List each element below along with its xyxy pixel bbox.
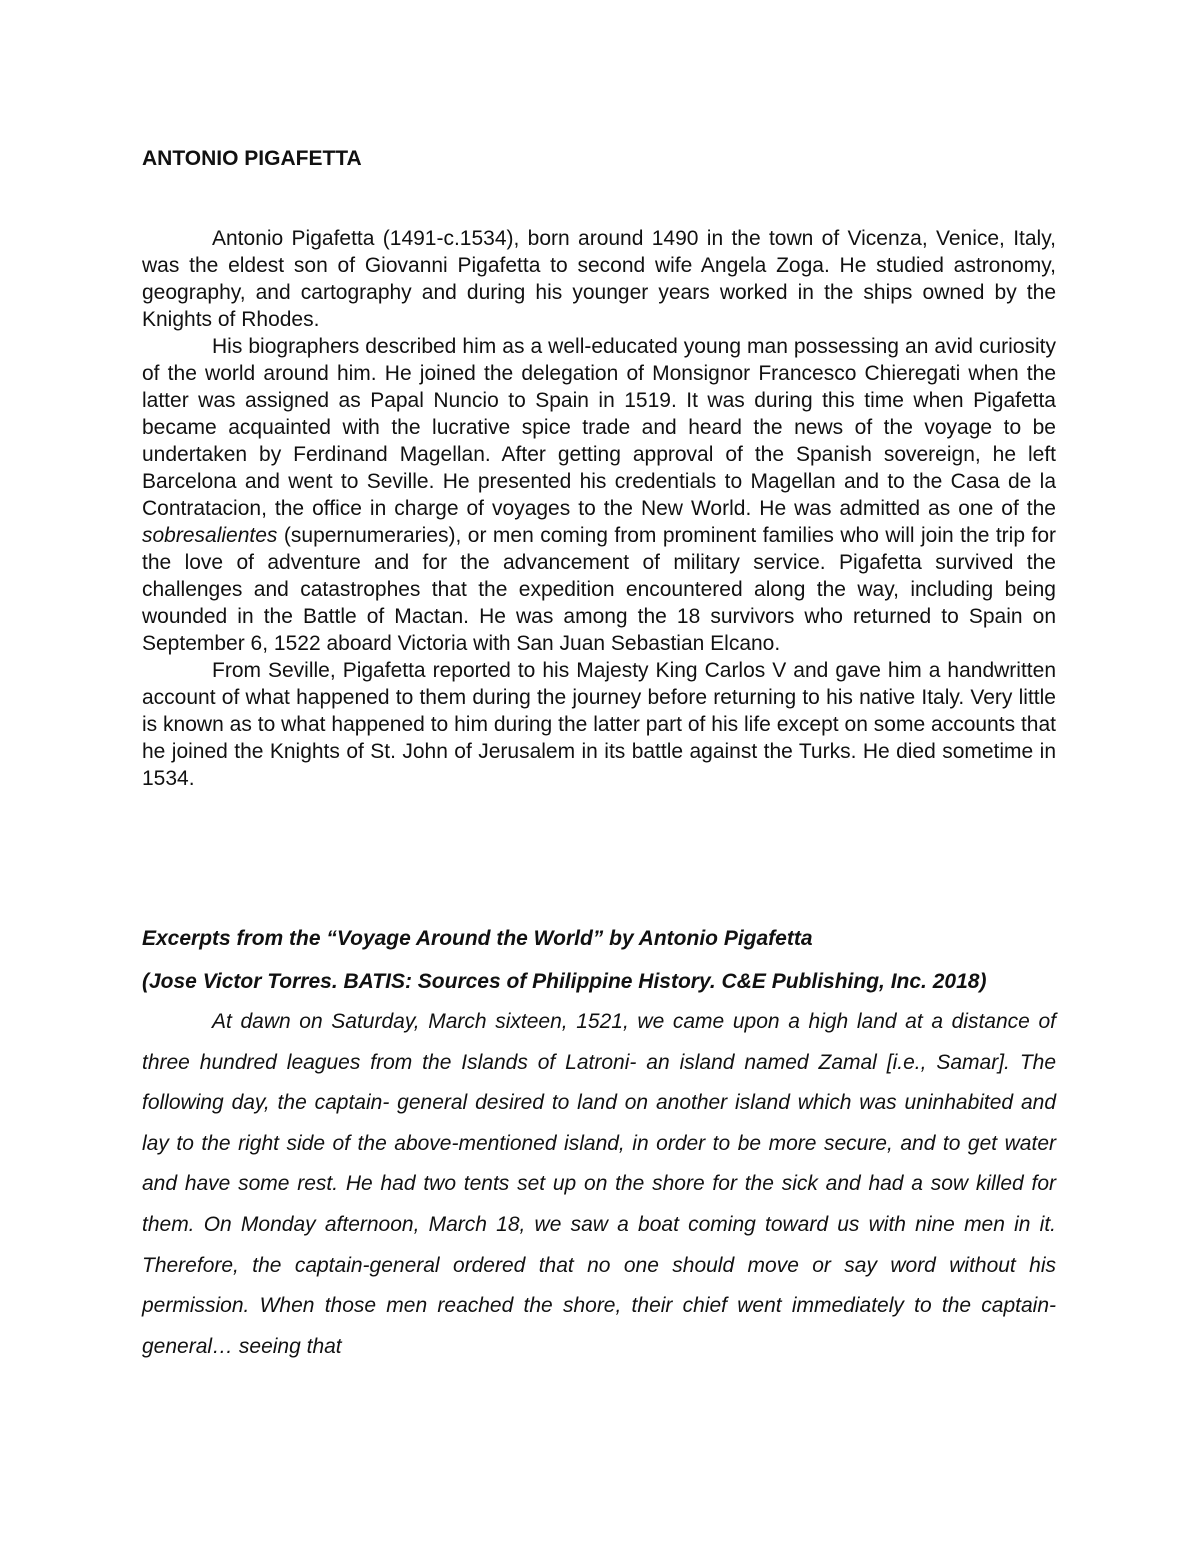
document-content [142, 146, 1056, 1358]
bio-paragraph-1-text: Antonio Pigafetta (1491-c.1534), born around 1490 in the town of Vicenza, Venice, Italy, was the eldest son of Giovanni Pigafetta to second wife Angela Zoga. He studied astronomy, geography, and cartography and during his younger years worked in the ships owned by the Knights of Rhodes. [142, 227, 1056, 331]
excerpt-title: Excerpts from the “Voyage Around the World” by Antonio Pigafetta [142, 927, 813, 950]
excerpt-source-citation: (Jose Victor Torres. BATIS: Sources of Philippine History. C&E Publishing, Inc. 2018) [142, 970, 987, 993]
bio-paragraph-2-italic-term: sobresalientes [142, 524, 278, 547]
biography-section [142, 225, 1056, 792]
excerpt-section [142, 926, 1056, 1367]
excerpt-body-paragraph: At dawn on Saturday, March sixteen, 1521, we came upon a high land at a distance of three hundred leagues from the Islands of Latroni- an island named Zamal [i.e., Samar]. The following day, the captain- general desired to land on another island which was uninhabited and lay to the right side of the above-mentioned island, in order to be more secure, and to get water and have some rest. He had two tents set up on the shore for the sick and had a sow killed for them. On Monday afternoon, March 18, we saw a boat coming toward us with nine men in it. Therefore, the captain-general ordered that no one should move or say word without his permission. When those men reached the shore, their chief went immediately to the captain-general… seeing that [142, 1010, 1056, 1358]
document-title: ANTONIO PIGAFETTA [142, 147, 362, 170]
bio-paragraph-3-text: From Seville, Pigafetta reported to his Majesty King Carlos V and gave him a handwritten account of what happened to them during the journey before returning to his native Italy. Very little is known as to what happened to him during the latter part of his life except on some accounts that he joined the Knights of St. John of Jerusalem in its battle against the Turks. He died sometime in 1534. [142, 659, 1056, 790]
bio-paragraph-3 [142, 657, 1056, 792]
bio-paragraph-1 [142, 225, 1056, 333]
bio-paragraph-2-text-b: (supernumeraries), or men coming from prominent families who will join the trip for the love of adventure and for the advancement of military service. Pigafetta survived the challenges and catastrophes that the expedition encountered along the way, including being wounded in the Battle of Mactan. He was among the 18 survivors who returned to Spain on September 6, 1522 aboard Victoria with San Juan Sebastian Elcano. [142, 524, 1056, 655]
bio-paragraph-2-text-a: His biographers described him as a well-educated young man possessing an avid curiosity of the world around him. He joined the delegation of Monsignor Francesco Chieregati when the latter was assigned as Papal Nuncio to Spain in 1519. It was during this time when Pigafetta became acquainted with the lucrative spice trade and heard the news of the voyage to be undertaken by Ferdinand Magellan. After getting approval of the Spanish sovereign, he left Barcelona and went to Seville. He presented his credentials to Magellan and to the Casa de la Contratacion, the office in charge of voyages to the New World. He was admitted as one of the [142, 335, 1056, 520]
bio-paragraph-2 [142, 333, 1056, 657]
